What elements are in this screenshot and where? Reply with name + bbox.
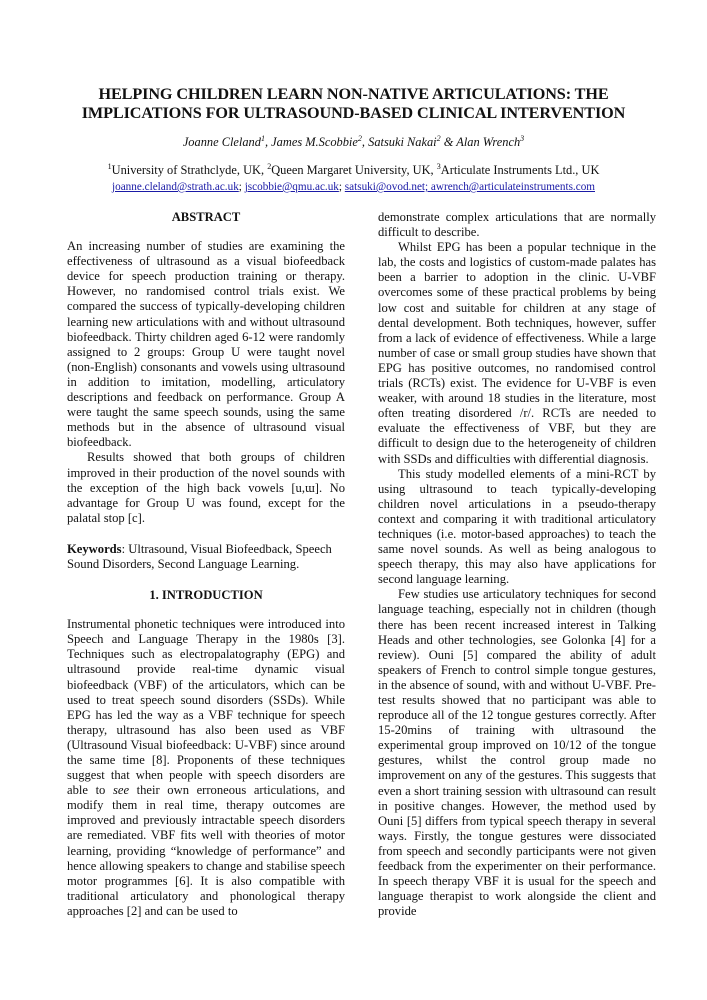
affiliation: Articulate Instruments Ltd., UK	[440, 163, 600, 177]
email-link[interactable]: satsuki@ovod.net; awrench@articulateinstruments.com	[344, 181, 595, 193]
title-line-1: HELPING CHILDREN LEARN NON-NATIVE ARTICULATIONS: THE	[98, 85, 609, 103]
affil-separator: ,	[430, 163, 437, 177]
keywords	[67, 542, 345, 572]
author-separator: ,	[264, 135, 272, 149]
author-separator: ,	[361, 135, 369, 149]
title-line-2: IMPLICATIONS FOR ULTRASOUND-BASED CLINICAL INTERVENTION	[81, 104, 626, 122]
affil-mark: 2	[267, 161, 272, 171]
introduction-paragraph: Few studies use articulatory techniques for second language teaching, especially not in children (though there has been recent increased interest in Talking Heads and other technologies, see Golonka [4] for a review). Ouni [5] compared the ability of adult speakers of French to control simple tongue gestures, in the absence of sound, with and without U-VBF. Pre-test results showed that no participant was able to reproduce all of the 12 tongue gestures correctly. After 15-20mins of training with ultrasound the experimental group improved on 10/12 of the tongue gestures, whilst the control group made no improvement on any of the gestures. This suggests that even a short training session with ultrasound can result in positive changes. However, the method used by Ouni [5] differs from typical speech therapy in several ways. Firstly, the tongue gestures were dissociated from speech and secondly participants were not given feedback from the experimenter on their performance. In speech therapy VBF it is usual for the speech and language therapist to work alongside the client and provide	[378, 587, 656, 919]
introduction-paragraph: Whilst EPG has been a popular technique in the lab, the costs and logistics of custom-made palates has been a barrier to adoption in the clinic. U-VBF overcomes some of these practical problems by being low cost and suitable for children at any stage of dental development. Both techniques, however, suffer from a lack of evidence of effectiveness. While a large number of case or small group studies have shown that EPG has positive outcomes, no randomised control trials (RCTs) exist. The evidence for U-VBF is even weaker, with around 18 studies in the literature, most often treating disordered /r/. RCTs are needed to evaluate the effectiveness of VBF, but they are difficult to design due to the heterogeneity of children with SSDs and difficulties with differential diagnosis.	[378, 240, 656, 466]
affiliation: University of Strathclyde, UK	[111, 163, 261, 177]
abstract-heading: ABSTRACT	[171, 210, 241, 224]
author-name: Alan Wrench	[456, 135, 521, 149]
left-column	[67, 210, 345, 919]
email-link[interactable]: joanne.cleland@strath.ac.uk	[112, 181, 239, 193]
affil-mark: 1	[107, 161, 112, 171]
affil-mark: 3	[436, 161, 441, 171]
email-separator: ;	[238, 181, 245, 193]
emphasis-see: see	[112, 783, 130, 798]
introduction-paragraph	[67, 617, 345, 919]
paper-title	[40, 85, 667, 123]
right-column	[378, 210, 656, 919]
affiliation: Queen Margaret University, UK	[271, 163, 431, 177]
abstract-paragraph: Results showed that both groups of children improved in their production of the novel sounds with the exception of the high back vowels [u,ɯ]. No advantage for Group U was found, except for the palatal stop [c].	[67, 450, 345, 525]
text-run: Instrumental phonetic techniques were introduced into Speech and Language Therapy in the 1980s [3]. Techniques such as electropalatography (EPG) and ultrasound provide real-time dynamic visual biofeedback (VBF) of the articulators, which can be used to treat speech sound disorders (SSDs). While EPG has led the way as a VBF technique for speech therapy, ultrasound has also been used as VBF (Ultrasound Visual biofeedback: U-VBF) since around the same time [8]. Proponents of these techniques suggest that when people with speech disorders are able to	[67, 617, 345, 798]
introduction-heading: 1. INTRODUCTION	[149, 588, 263, 603]
email-link[interactable]: jscobbie@qmu.ac.uk	[244, 181, 339, 193]
author-name: James M.Scobbie	[271, 135, 358, 149]
introduction-paragraph: This study modelled elements of a mini-RCT by using ultrasound to teach typically-developing children novel articulations in a pseudo-therapy context and comparing it with traditional articulatory techniques (i.e. motor-based approaches) to teach the same novel sounds. As well as being analogous to speech therapy, this may also have applications for second language learning.	[378, 466, 656, 587]
keywords-label: Keywords	[67, 541, 122, 556]
email-separator: ;	[338, 181, 345, 193]
author-affil-mark: 3	[520, 133, 525, 143]
author-affil-mark: 1	[260, 133, 265, 143]
introduction-paragraph-continued: demonstrate complex articulations that are normally difficult to describe.	[378, 210, 656, 240]
affil-separator: ,	[260, 163, 268, 177]
text-run-continued: their own erroneous articulations, and modify them in real time, therapy outcomes are improved and previously intractable speech disorders are remediated. VBF fits well with theories of motor learning, providing “knowledge of performance” and hence allowing speakers to change and stabilise speech motor programmes [6]. It is also compatible with traditional articulatory and phonological therapy approaches [2] and can be used to	[67, 783, 346, 918]
author-name: Joanne Cleland	[182, 135, 261, 149]
author-list	[40, 135, 667, 150]
author-affil-mark: 2	[357, 133, 362, 143]
email-list	[40, 180, 667, 194]
abstract-paragraph: An increasing number of studies are examining the effectiveness of ultrasound as a visual biofeedback device for speech production training or therapy. However, no randomised control trials exist. We compared the success of typically-developing children learning new articulations with and without ultrasound biofeedback. Thirty children aged 6-12 were randomly assigned to 2 groups: Group U were taught novel (non-English) consonants and vowels using ultrasound in addition to imitation, modelling, articulatory descriptions and feedback on performance. Group A were taught the same speech sounds, using the same methods but in the absence of ultrasound visual biofeedback.	[67, 239, 345, 450]
keywords-text: : Ultrasound, Visual Biofeedback, Speech Sound Disorders, Second Language Learning.	[67, 541, 332, 571]
affiliations	[40, 163, 667, 178]
author-affil-mark: 2	[436, 133, 441, 143]
author-separator: &	[440, 135, 457, 149]
author-name: Satsuki Nakai	[368, 135, 437, 149]
